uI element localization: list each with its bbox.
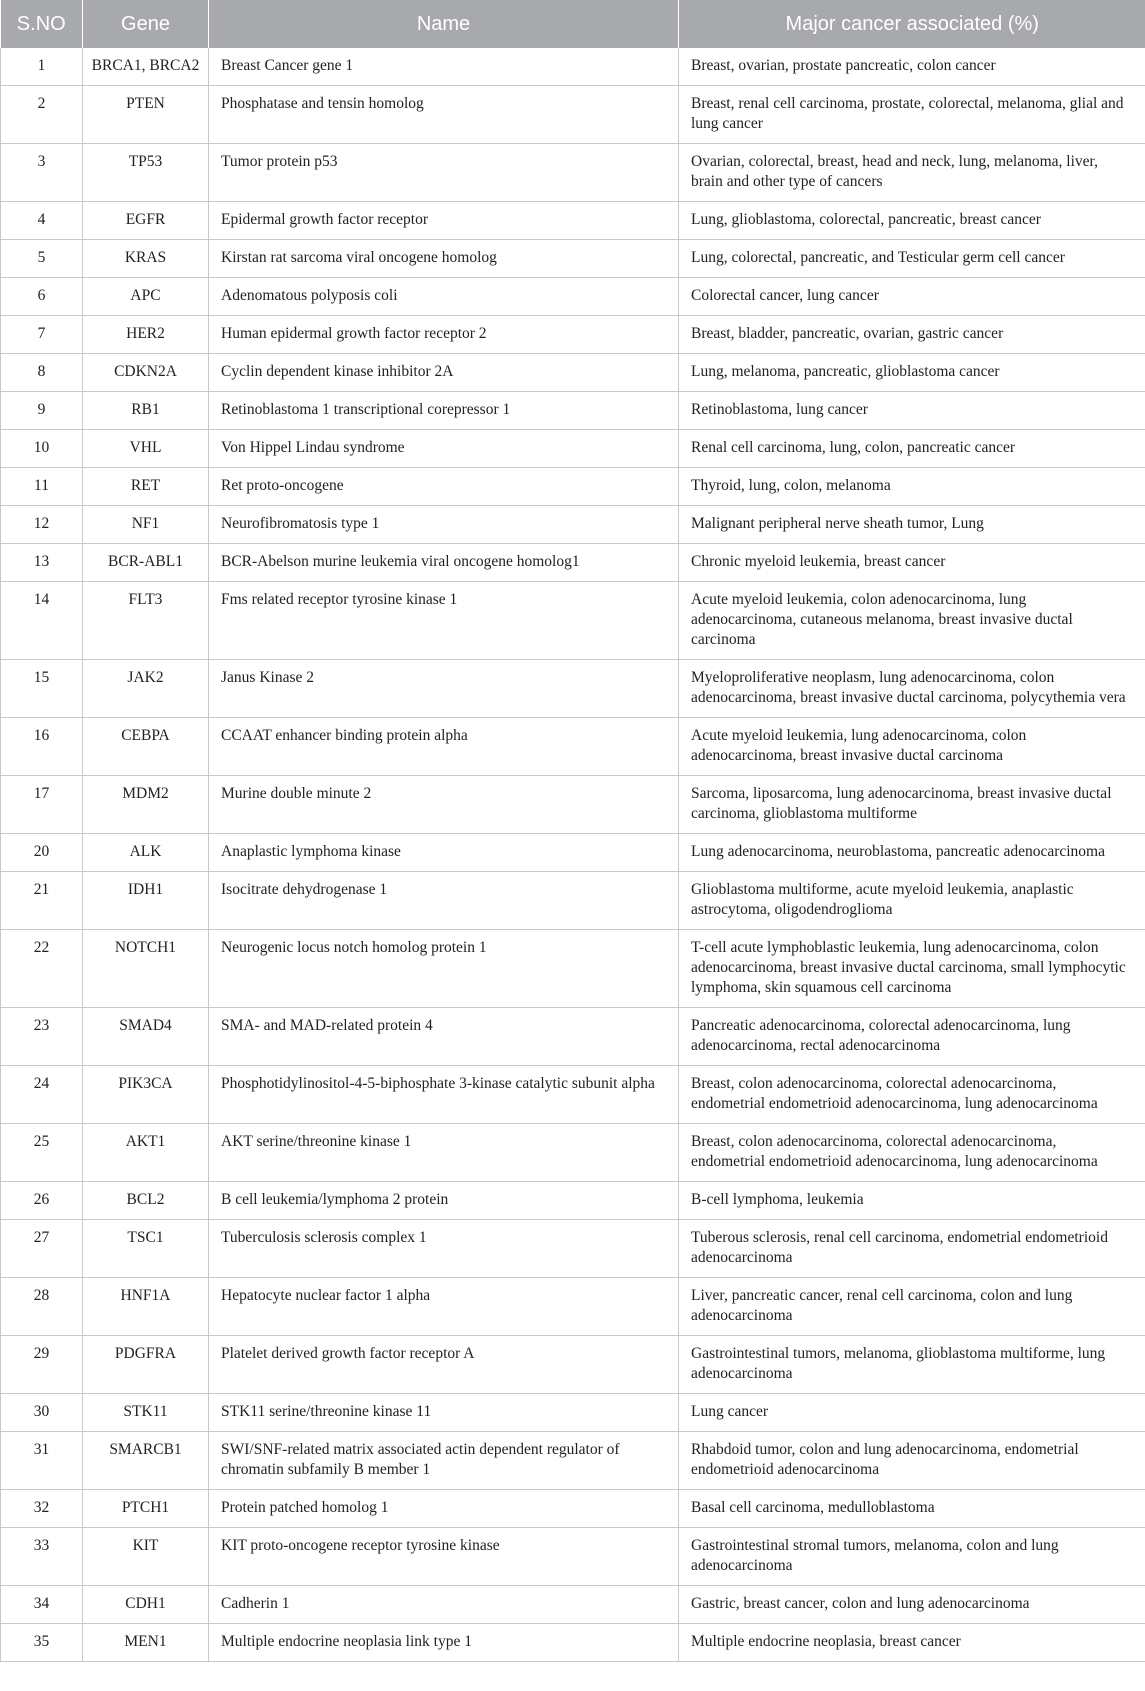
header-cancer: Major cancer associated (%) xyxy=(679,0,1145,48)
cell-gene: KRAS xyxy=(83,240,209,278)
table-row xyxy=(1,1220,1145,1278)
cell-name: Tumor protein p53 xyxy=(209,144,679,202)
cell-sno: 6 xyxy=(1,278,83,316)
table-row xyxy=(1,660,1145,718)
header-sno: S.NO xyxy=(1,0,83,48)
cell-name: Cyclin dependent kinase inhibitor 2A xyxy=(209,354,679,392)
cell-cancer: Breast, renal cell carcinoma, prostate, colorectal, melanoma, glial and lung cancer xyxy=(679,86,1145,144)
table-row xyxy=(1,544,1145,582)
cell-sno: 34 xyxy=(1,1586,83,1624)
cell-sno: 16 xyxy=(1,718,83,776)
cell-sno: 14 xyxy=(1,582,83,660)
cell-gene: ALK xyxy=(83,834,209,872)
cell-gene: VHL xyxy=(83,430,209,468)
cell-cancer: Renal cell carcinoma, lung, colon, pancreatic cancer xyxy=(679,430,1145,468)
cell-gene: RET xyxy=(83,468,209,506)
cell-name: Tuberculosis sclerosis complex 1 xyxy=(209,1220,679,1278)
cell-gene: BCR-ABL1 xyxy=(83,544,209,582)
cell-cancer: Lung adenocarcinoma, neuroblastoma, pancreatic adenocarcinoma xyxy=(679,834,1145,872)
cell-gene: SMARCB1 xyxy=(83,1432,209,1490)
cell-cancer: Breast, ovarian, prostate pancreatic, colon cancer xyxy=(679,48,1145,86)
cell-name: Phosphatase and tensin homolog xyxy=(209,86,679,144)
cell-gene: JAK2 xyxy=(83,660,209,718)
cell-gene: SMAD4 xyxy=(83,1008,209,1066)
table-row xyxy=(1,930,1145,1008)
cell-cancer: Lung cancer xyxy=(679,1394,1145,1432)
header-name: Name xyxy=(209,0,679,48)
cell-gene: IDH1 xyxy=(83,872,209,930)
cell-sno: 30 xyxy=(1,1394,83,1432)
table-row xyxy=(1,86,1145,144)
cell-gene: PIK3CA xyxy=(83,1066,209,1124)
cell-cancer: Multiple endocrine neoplasia, breast cancer xyxy=(679,1624,1145,1662)
cell-name: CCAAT enhancer binding protein alpha xyxy=(209,718,679,776)
cell-sno: 11 xyxy=(1,468,83,506)
cell-cancer: Glioblastoma multiforme, acute myeloid leukemia, anaplastic astrocytoma, oligodendroglioma xyxy=(679,872,1145,930)
cell-gene: EGFR xyxy=(83,202,209,240)
cell-gene: NF1 xyxy=(83,506,209,544)
cell-gene: BRCA1, BRCA2 xyxy=(83,48,209,86)
table-row xyxy=(1,1394,1145,1432)
cell-cancer: Myeloproliferative neoplasm, lung adenocarcinoma, colon adenocarcinoma, breast invasive ductal carcinoma, polycythemia vera xyxy=(679,660,1145,718)
cell-sno: 4 xyxy=(1,202,83,240)
cell-sno: 26 xyxy=(1,1182,83,1220)
cell-sno: 33 xyxy=(1,1528,83,1586)
table-row xyxy=(1,392,1145,430)
cell-gene: KIT xyxy=(83,1528,209,1586)
cell-name: KIT proto-oncogene receptor tyrosine kinase xyxy=(209,1528,679,1586)
cell-sno: 7 xyxy=(1,316,83,354)
table-row xyxy=(1,1066,1145,1124)
cell-name: AKT serine/threonine kinase 1 xyxy=(209,1124,679,1182)
cell-name: Neurogenic locus notch homolog protein 1 xyxy=(209,930,679,1008)
cell-cancer: Ovarian, colorectal, breast, head and neck, lung, melanoma, liver, brain and other type of cancers xyxy=(679,144,1145,202)
cell-gene: CDH1 xyxy=(83,1586,209,1624)
cell-name: Protein patched homolog 1 xyxy=(209,1490,679,1528)
cell-sno: 22 xyxy=(1,930,83,1008)
table-row xyxy=(1,506,1145,544)
cell-gene: CDKN2A xyxy=(83,354,209,392)
header-gene: Gene xyxy=(83,0,209,48)
cell-cancer: Pancreatic adenocarcinoma, colorectal adenocarcinoma, lung adenocarcinoma, rectal adenocarcinoma xyxy=(679,1008,1145,1066)
cell-sno: 29 xyxy=(1,1336,83,1394)
table-row xyxy=(1,718,1145,776)
cell-name: Anaplastic lymphoma kinase xyxy=(209,834,679,872)
table-row xyxy=(1,1432,1145,1490)
table-row xyxy=(1,144,1145,202)
cell-cancer: Chronic myeloid leukemia, breast cancer xyxy=(679,544,1145,582)
table-row xyxy=(1,1336,1145,1394)
table-row xyxy=(1,1278,1145,1336)
cell-cancer: Lung, glioblastoma, colorectal, pancreatic, breast cancer xyxy=(679,202,1145,240)
cell-cancer: Breast, colon adenocarcinoma, colorectal adenocarcinoma, endometrial endometrioid adenocarcinoma, lung adenocarcinoma xyxy=(679,1124,1145,1182)
cell-gene: PTEN xyxy=(83,86,209,144)
table-row xyxy=(1,1008,1145,1066)
header-row xyxy=(1,0,1145,48)
cell-sno: 8 xyxy=(1,354,83,392)
cell-cancer: Thyroid, lung, colon, melanoma xyxy=(679,468,1145,506)
cell-sno: 28 xyxy=(1,1278,83,1336)
table-body xyxy=(1,48,1145,1662)
cell-name: Multiple endocrine neoplasia link type 1 xyxy=(209,1624,679,1662)
cell-sno: 23 xyxy=(1,1008,83,1066)
table-row xyxy=(1,316,1145,354)
table-row xyxy=(1,582,1145,660)
cell-sno: 3 xyxy=(1,144,83,202)
cell-sno: 5 xyxy=(1,240,83,278)
cell-name: Phosphotidylinositol-4-5-biphosphate 3-kinase catalytic subunit alpha xyxy=(209,1066,679,1124)
cell-cancer: Gastric, breast cancer, colon and lung adenocarcinoma xyxy=(679,1586,1145,1624)
cell-cancer: Retinoblastoma, lung cancer xyxy=(679,392,1145,430)
cell-name: SWI/SNF-related matrix associated actin dependent regulator of chromatin subfamily B member 1 xyxy=(209,1432,679,1490)
table-row xyxy=(1,240,1145,278)
cell-name: Ret proto-oncogene xyxy=(209,468,679,506)
cell-sno: 31 xyxy=(1,1432,83,1490)
cell-name: B cell leukemia/lymphoma 2 protein xyxy=(209,1182,679,1220)
cell-sno: 2 xyxy=(1,86,83,144)
cell-name: Janus Kinase 2 xyxy=(209,660,679,718)
cell-name: Murine double minute 2 xyxy=(209,776,679,834)
cell-sno: 9 xyxy=(1,392,83,430)
cell-name: Adenomatous polyposis coli xyxy=(209,278,679,316)
cell-sno: 17 xyxy=(1,776,83,834)
cell-cancer: Sarcoma, liposarcoma, lung adenocarcinoma, breast invasive ductal carcinoma, glioblastoma multiforme xyxy=(679,776,1145,834)
cell-sno: 21 xyxy=(1,872,83,930)
cell-cancer: Acute myeloid leukemia, lung adenocarcinoma, colon adenocarcinoma, breast invasive ductal carcinoma xyxy=(679,718,1145,776)
cell-sno: 20 xyxy=(1,834,83,872)
cell-gene: TSC1 xyxy=(83,1220,209,1278)
table-row xyxy=(1,468,1145,506)
cell-name: Neurofibromatosis type 1 xyxy=(209,506,679,544)
cell-name: Epidermal growth factor receptor xyxy=(209,202,679,240)
cell-gene: PTCH1 xyxy=(83,1490,209,1528)
table-row xyxy=(1,48,1145,86)
table-row xyxy=(1,872,1145,930)
cell-name: Kirstan rat sarcoma viral oncogene homolog xyxy=(209,240,679,278)
table-row xyxy=(1,278,1145,316)
table-header xyxy=(1,0,1145,48)
cell-sno: 35 xyxy=(1,1624,83,1662)
cell-sno: 1 xyxy=(1,48,83,86)
table-row xyxy=(1,202,1145,240)
cell-gene: BCL2 xyxy=(83,1182,209,1220)
cell-name: Von Hippel Lindau syndrome xyxy=(209,430,679,468)
table-row xyxy=(1,430,1145,468)
cell-sno: 32 xyxy=(1,1490,83,1528)
cell-gene: HNF1A xyxy=(83,1278,209,1336)
cell-sno: 12 xyxy=(1,506,83,544)
cell-name: SMA- and MAD-related protein 4 xyxy=(209,1008,679,1066)
table-row xyxy=(1,1586,1145,1624)
cell-name: Retinoblastoma 1 transcriptional corepressor 1 xyxy=(209,392,679,430)
cell-sno: 10 xyxy=(1,430,83,468)
cell-cancer: Lung, melanoma, pancreatic, glioblastoma cancer xyxy=(679,354,1145,392)
cell-gene: CEBPA xyxy=(83,718,209,776)
cell-gene: MDM2 xyxy=(83,776,209,834)
cell-name: Isocitrate dehydrogenase 1 xyxy=(209,872,679,930)
table-row xyxy=(1,1624,1145,1662)
cell-gene: MEN1 xyxy=(83,1624,209,1662)
cell-name: Platelet derived growth factor receptor A xyxy=(209,1336,679,1394)
cell-cancer: Malignant peripheral nerve sheath tumor, Lung xyxy=(679,506,1145,544)
cell-cancer: B-cell lymphoma, leukemia xyxy=(679,1182,1145,1220)
table-row xyxy=(1,776,1145,834)
cell-gene: HER2 xyxy=(83,316,209,354)
cell-sno: 25 xyxy=(1,1124,83,1182)
cell-gene: APC xyxy=(83,278,209,316)
cell-gene: RB1 xyxy=(83,392,209,430)
cell-name: Hepatocyte nuclear factor 1 alpha xyxy=(209,1278,679,1336)
cell-sno: 15 xyxy=(1,660,83,718)
cell-sno: 13 xyxy=(1,544,83,582)
table-row xyxy=(1,1124,1145,1182)
cell-gene: TP53 xyxy=(83,144,209,202)
cell-cancer: Rhabdoid tumor, colon and lung adenocarcinoma, endometrial endometrioid adenocarcinoma xyxy=(679,1432,1145,1490)
cell-sno: 27 xyxy=(1,1220,83,1278)
cell-name: BCR-Abelson murine leukemia viral oncogene homolog1 xyxy=(209,544,679,582)
cell-gene: FLT3 xyxy=(83,582,209,660)
cell-name: Fms related receptor tyrosine kinase 1 xyxy=(209,582,679,660)
cell-cancer: Basal cell carcinoma, medulloblastoma xyxy=(679,1490,1145,1528)
cell-name: Cadherin 1 xyxy=(209,1586,679,1624)
table-row xyxy=(1,834,1145,872)
table-row xyxy=(1,1528,1145,1586)
cell-name: Human epidermal growth factor receptor 2 xyxy=(209,316,679,354)
cell-cancer: Tuberous sclerosis, renal cell carcinoma, endometrial endometrioid adenocarcinoma xyxy=(679,1220,1145,1278)
cell-gene: PDGFRA xyxy=(83,1336,209,1394)
cell-cancer: Gastrointestinal tumors, melanoma, glioblastoma multiforme, lung adenocarcinoma xyxy=(679,1336,1145,1394)
table-row xyxy=(1,354,1145,392)
cell-sno: 24 xyxy=(1,1066,83,1124)
cell-cancer: Acute myeloid leukemia, colon adenocarcinoma, lung adenocarcinoma, cutaneous melanoma, breast invasive ductal carcinoma xyxy=(679,582,1145,660)
cell-gene: AKT1 xyxy=(83,1124,209,1182)
cell-cancer: Breast, colon adenocarcinoma, colorectal adenocarcinoma, endometrial endometrioid adenocarcinoma, lung adenocarcinoma xyxy=(679,1066,1145,1124)
cell-cancer: Liver, pancreatic cancer, renal cell carcinoma, colon and lung adenocarcinoma xyxy=(679,1278,1145,1336)
cell-gene: NOTCH1 xyxy=(83,930,209,1008)
table-row xyxy=(1,1490,1145,1528)
cell-cancer: Colorectal cancer, lung cancer xyxy=(679,278,1145,316)
table-row xyxy=(1,1182,1145,1220)
cell-cancer: T-cell acute lymphoblastic leukemia, lung adenocarcinoma, colon adenocarcinoma, breast invasive ductal carcinoma, small lymphocytic lymphoma, skin squamous cell carcinoma xyxy=(679,930,1145,1008)
cell-cancer: Gastrointestinal stromal tumors, melanoma, colon and lung adenocarcinoma xyxy=(679,1528,1145,1586)
cell-name: STK11 serine/threonine kinase 11 xyxy=(209,1394,679,1432)
cell-cancer: Lung, colorectal, pancreatic, and Testicular germ cell cancer xyxy=(679,240,1145,278)
cell-name: Breast Cancer gene 1 xyxy=(209,48,679,86)
cell-gene: STK11 xyxy=(83,1394,209,1432)
cell-cancer: Breast, bladder, pancreatic, ovarian, gastric cancer xyxy=(679,316,1145,354)
